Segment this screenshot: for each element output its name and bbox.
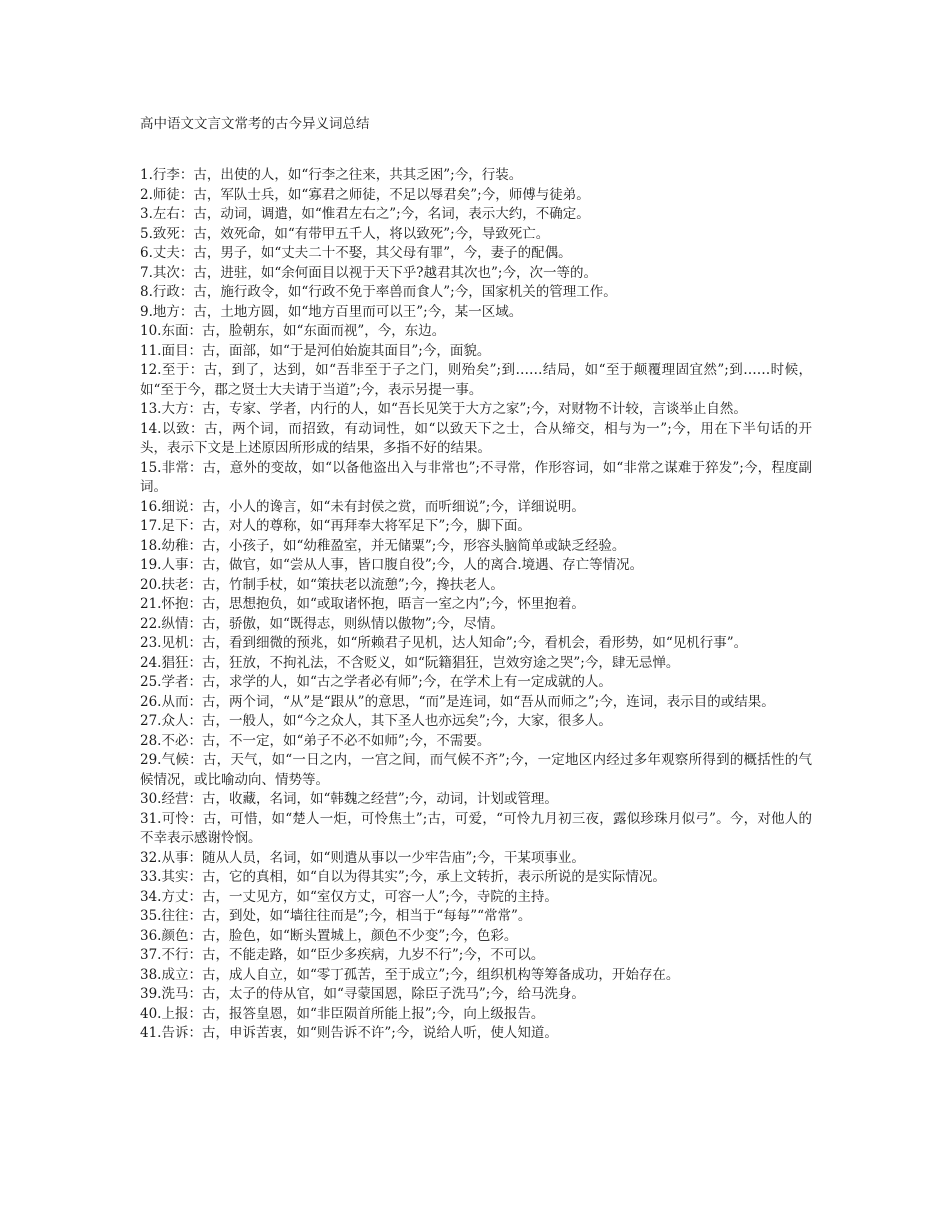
entry-item: 25.学者：古，求学的人，如“古之学者必有师”;今，在学术上有一定成就的人。	[140, 674, 612, 690]
entry-item: 14.以致：古，两个词，而招致，有动词性，如“以致天下之士，合从缔交，相与为一”;今，用在下半句话的开头，表示下文是上述原因所形成的结果，多指不好的结果。	[140, 420, 812, 456]
entry-item: 17.足下：古，对人的尊称，如“再拜奉大将军足下”;今，脚下面。	[140, 518, 531, 534]
entry-item: 1.行李：古，出使的人，如“行李之往来，共其乏困”;今，行装。	[140, 167, 523, 183]
entry-item: 19.人事：古，做官，如“尝从人事，皆口腹自役”;今，人的离合.境遇、存亡等情况。	[140, 557, 644, 573]
entry-item: 7.其次：古，进驻，如“余何面目以视于天下乎?越君其次也”;今，次一等的。	[140, 264, 597, 281]
entry-item: 24.猖狂：古，狂放，不拘礼法，不含贬义，如“阮籍猖狂，岂效穷途之哭”;今，肆无忌惮。	[140, 654, 680, 671]
entry-item: 2.师徒：古，军队士兵，如“寡君之师徒，不足以辱君矣”;今，师傅与徒弟。	[140, 186, 590, 203]
entry-item: 6.丈夫：古，男子，如“丈夫二十不娶，其父母有罪”，今，妻子的配偶。	[140, 245, 572, 261]
entry-item: 26.从而：古，两个词，“从”是“跟从”的意思，“而”是连词，如“吾从而师之”;今，连词，表示目的或结果。	[140, 693, 775, 710]
entry-item: 10.东面：古，脸朝东，如“东面而视”，今，东边。	[140, 323, 446, 339]
entry-list	[140, 166, 812, 1044]
entry-item: 23.见机：古，看到细微的预兆，如“所赖君子见机，达人知命”;今，看机会，看形势，如“见机行事”。	[140, 635, 748, 651]
entry-item: 32.从事：随从人员，名词，如“则遣从事以一少牢告庙”;今，干某项事业。	[140, 849, 585, 866]
document-page	[140, 114, 812, 1044]
entry-item: 16.细说：古，小人的谗言，如“未有封侯之赏，而听细说”;今，详细说明。	[140, 498, 585, 515]
entry-item: 8.行政：古，施行政令，如“行政不免于率兽而食人”;今，国家机关的管理工作。	[140, 284, 617, 300]
entry-item: 28.不必：古，不一定，如“弟子不必不如师”;今，不需要。	[140, 732, 491, 749]
entry-item: 36.颜色：古，脸色，如“断头置城上，颜色不少变”;今，色彩。	[140, 927, 518, 944]
entry-item: 12.至于：古，到了，达到，如“吾非至于子之门，则殆矣”;到……结局，如“至于颠覆理固宜然”;到……时候，如“至于今，郡之贤士大夫请于当道”;今，表示另提一事。	[140, 362, 812, 398]
entry-item: 22.纵情：古，骄傲，如“既得志，则纵情以傲物”;今，尽情。	[140, 615, 504, 632]
document-title: 高中语文文言文常考的古今异义词总结	[140, 116, 370, 132]
entry-item: 18.幼稚：古，小孩子，如“幼稚盈室，并无储粟”;今，形容头脑简单或缺乏经验。	[140, 537, 626, 554]
entry-item: 3.左右：古，动词，调遣，如“惟君左右之”;今，名词，表示大约，不确定。	[140, 206, 590, 222]
entry-item: 40.上报：古，报答皇恩，如“非臣陨首所能上报”;今，向上级报告。	[140, 1005, 545, 1022]
entry-item: 13.大方：古，专家、学者，内行的人，如“吾长见笑于大方之家”;今，对财物不计较，言谈举止自然。	[140, 401, 747, 417]
entry-item: 29.气候：古，天气，如“一日之内，一宫之间，而气候不齐”;今，一定地区内经过多年观察所得到的概括性的气候情况，或比喻动向、情势等。	[140, 752, 812, 788]
entry-item: 21.怀抱：古，思想抱负，如“或取诸怀抱，晤言一室之内”;今，怀里抱着。	[140, 596, 585, 612]
entry-item: 31.可怜：古，可惜，如“楚人一炬，可怜焦土”;古，可爱，“可怜九月初三夜，露似珍珠月似弓”。今，对他人的不幸表示感谢怜悯。	[140, 810, 812, 846]
entry-item: 41.告诉：古，申诉苦衷，如“则告诉不许”;今，说给人听，使人知道。	[140, 1025, 558, 1041]
entry-item: 5.致死：古，效死命，如“有带甲五千人，将以致死”;今，导致死亡。	[140, 225, 550, 242]
entry-item: 34.方丈：古，一丈见方，如“室仅方丈，可容一人”;今，寺院的主持。	[140, 888, 558, 905]
entry-item: 33.其实：古，它的真相，如“自以为得其实”;今，承上文转折，表示所说的是实际情况。	[140, 869, 666, 885]
entry-item: 11.面目：古，面部，如“于是河伯始旋其面目”;今，面貌。	[140, 342, 491, 359]
entry-item: 27.众人：古，一般人，如“今之众人，其下圣人也亦远矣”;今，大家，很多人。	[140, 713, 612, 729]
entry-item: 38.成立：古，成人自立，如“零丁孤苦，至于成立”;今，组织机构等筹备成功，开始存在。	[140, 966, 680, 983]
entry-item: 35.往往：古，到处，如“墙往往而是”;今，相当于“每每”“常常”。	[140, 908, 532, 924]
entry-item: 39.洗马：古，太子的侍从官，如“寻蒙国恩，除臣子洗马”;今，给马洗身。	[140, 986, 585, 1002]
entry-item: 30.经营：古，收藏，名词，如“韩魏之经营”;今，动词，计划或管理。	[140, 791, 558, 807]
entry-item: 9.地方：古，土地方圆，如“地方百里而可以王”;今，某一区域。	[140, 303, 523, 320]
entry-item: 20.扶老：古，竹制手杖，如“策扶老以流憩”;今，搀扶老人。	[140, 576, 504, 593]
entry-item: 37.不行：古，不能走路，如“臣少多疾病，九岁不行”;今，不可以。	[140, 947, 545, 963]
entry-item: 15.非常：古，意外的变故，如“以备他盗出入与非常也”;不寻常，作形容词，如“非常之谋难于猝发”;今，程度副词。	[140, 459, 812, 495]
